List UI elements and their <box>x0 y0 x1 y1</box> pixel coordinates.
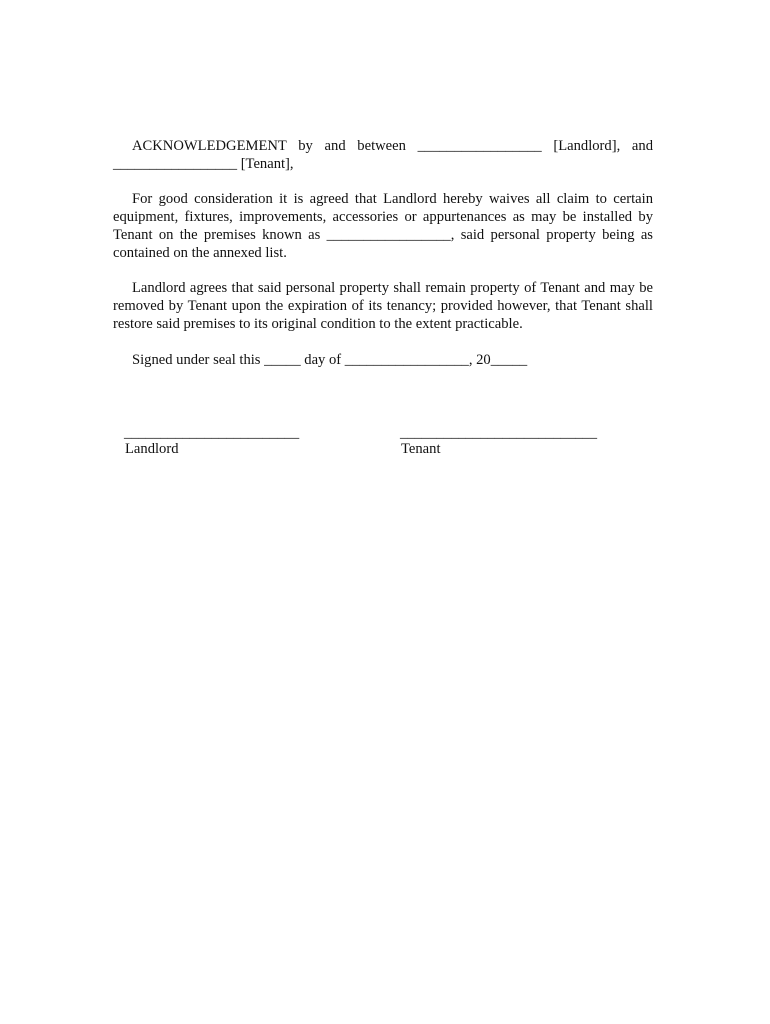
tenant-signature-label: Tenant <box>401 441 441 457</box>
consideration-paragraph <box>113 190 653 262</box>
signed-under-seal-text: Signed under seal this _____ day of _________________, 20_____ <box>132 352 528 368</box>
property-paragraph <box>113 279 653 333</box>
acknowledgement-paragraph <box>113 137 653 173</box>
signed-under-seal-paragraph <box>113 351 653 369</box>
tenant-signature-line: ___________________________ <box>400 425 598 441</box>
landlord-signature-line: ________________________ <box>124 425 300 441</box>
property-text: Landlord agrees that said personal property shall remain property of Tenant and may be removed by Tenant upon the expiration of its tenancy; provided however, that Tenant shall restore said premises to its original condition to the extent practicable. <box>113 280 653 332</box>
landlord-signature-label: Landlord <box>125 441 179 457</box>
consideration-text: For good consideration it is agreed that Landlord hereby waives all claim to certain equipment, fixtures, improvements, accessories or appurtenances as may be installed by Tenant on the premises known as _________________, said personal property being as contained on the annexed list. <box>113 191 653 261</box>
acknowledgement-text: ACKNOWLEDGEMENT by and between _________________ [Landlord], and _________________ [Tenant], <box>113 138 653 172</box>
